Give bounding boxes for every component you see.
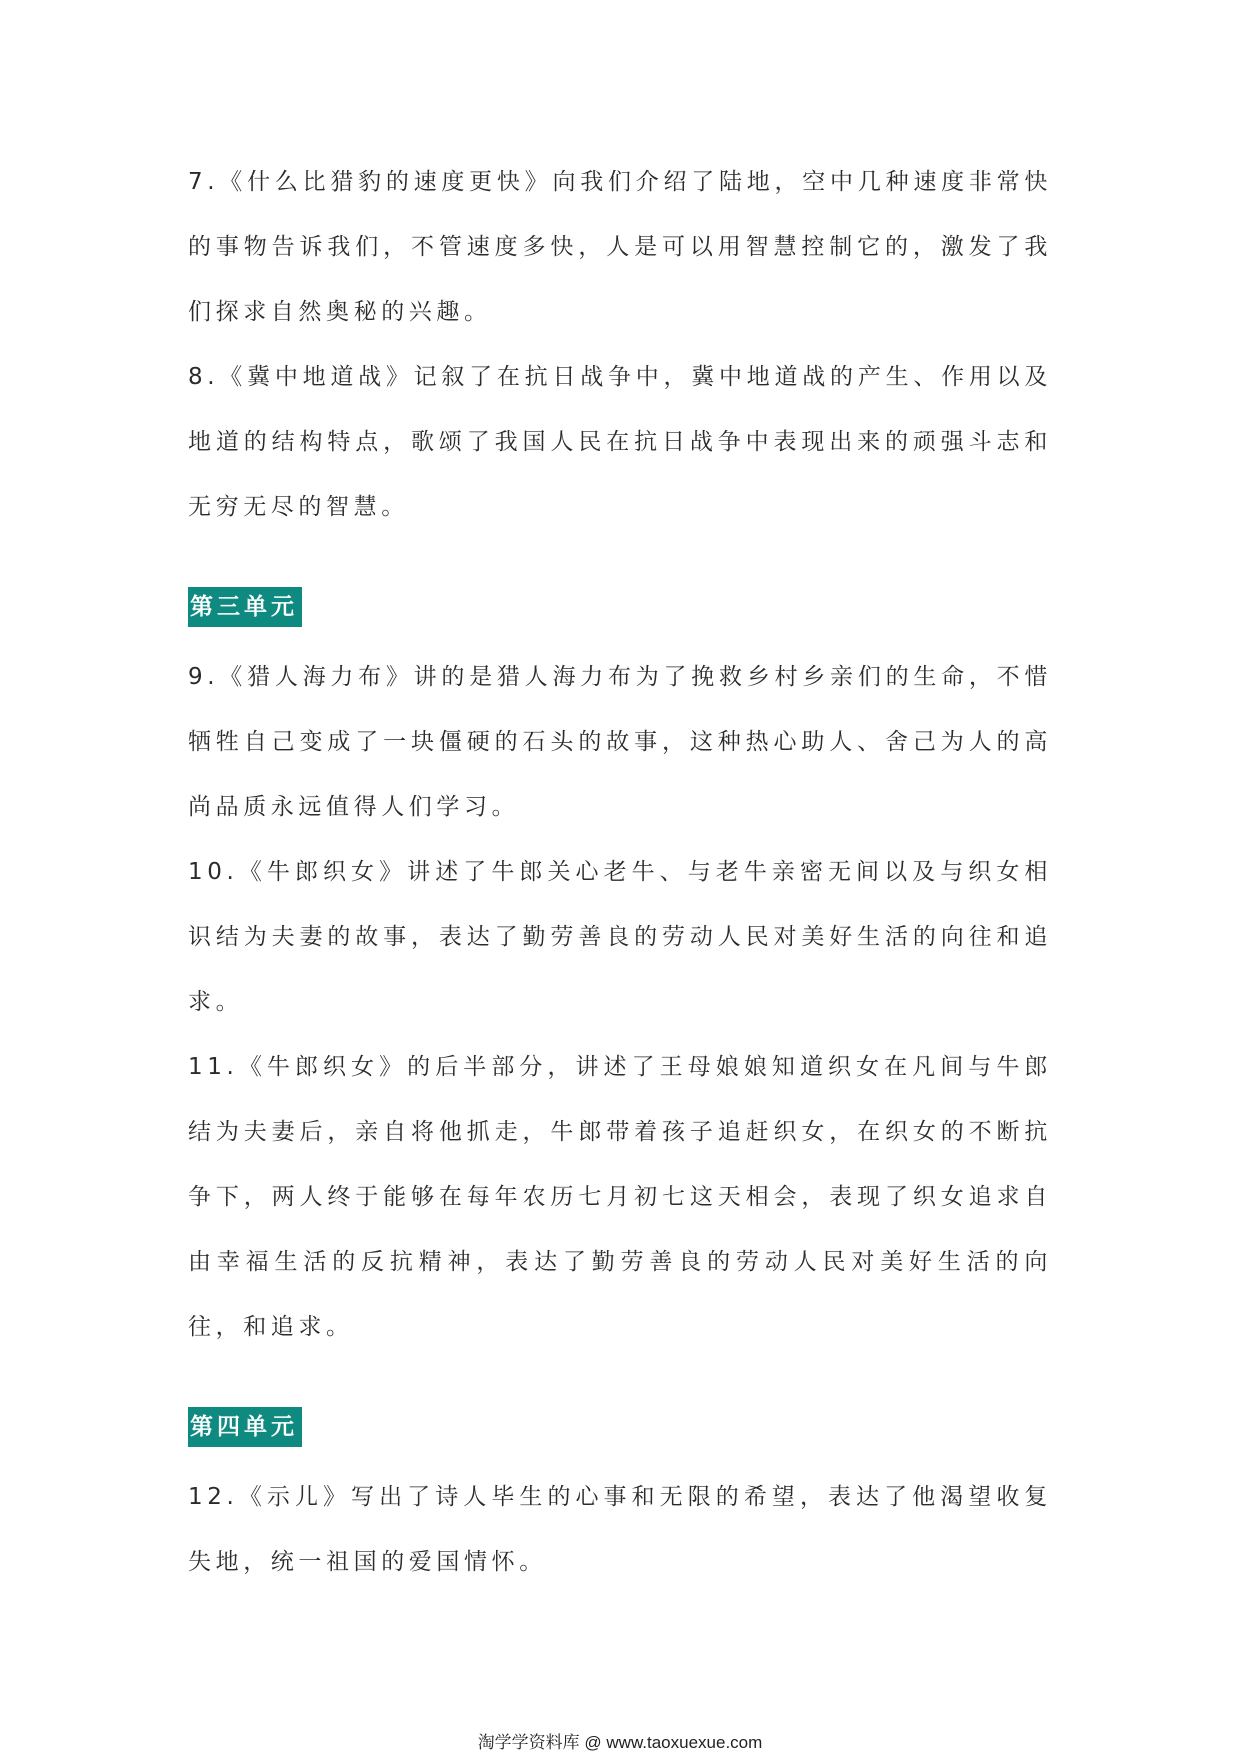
paragraph-11: 11.《牛郎织女》的后半部分，讲述了王母娘娘知道织女在凡间与牛郎结为夫妻后，亲自将他抓走，牛郎带着孩子追赶织女，在织女的不断抗争下，两人终于能够在每年农历七月初七这天相会，表现了织女追求自由幸福生活的反抗精神，表达了勤劳善良的劳动人民对美好生活的向往，和追求。 <box>188 1054 1052 1340</box>
paragraph-7: 7.《什么比猎豹的速度更快》向我们介绍了陆地，空中几种速度非常快的事物告诉我们，不管速度多快，人是可以用智慧控制它的，激发了我们探求自然奥秘的兴趣。 <box>188 169 1052 325</box>
paragraph-10: 10.《牛郎织女》讲述了牛郎关心老牛、与老牛亲密无间以及与织女相识结为夫妻的故事，表达了勤劳善良的劳动人民对美好生活的向往和追求。 <box>188 859 1052 1015</box>
section-title-unit-3: 第三单元 <box>188 587 302 627</box>
paragraph-12: 12.《示儿》写出了诗人毕生的心事和无限的希望，表达了他渴望收复失地，统一祖国的爱国情怀。 <box>188 1484 1052 1575</box>
paragraph-9: 9.《猎人海力布》讲的是猎人海力布为了挽救乡村乡亲们的生命，不惜牺牲自己变成了一块僵硬的石头的故事，这种热心助人、舍己为人的高尚品质永远值得人们学习。 <box>188 664 1052 820</box>
section-title-unit-4: 第四单元 <box>188 1407 302 1447</box>
section-unit-3-header <box>188 574 1052 639</box>
footer-watermark: 淘学学资料库 @ www.taoxuexue.com <box>477 1733 763 1752</box>
section-unit-4-header <box>188 1394 1052 1459</box>
document-page <box>188 150 1052 1595</box>
paragraph-8: 8.《冀中地道战》记叙了在抗日战争中，冀中地道战的产生、作用以及地道的结构特点，歌颂了我国人民在抗日战争中表现出来的顽强斗志和无穷无尽的智慧。 <box>188 364 1052 520</box>
